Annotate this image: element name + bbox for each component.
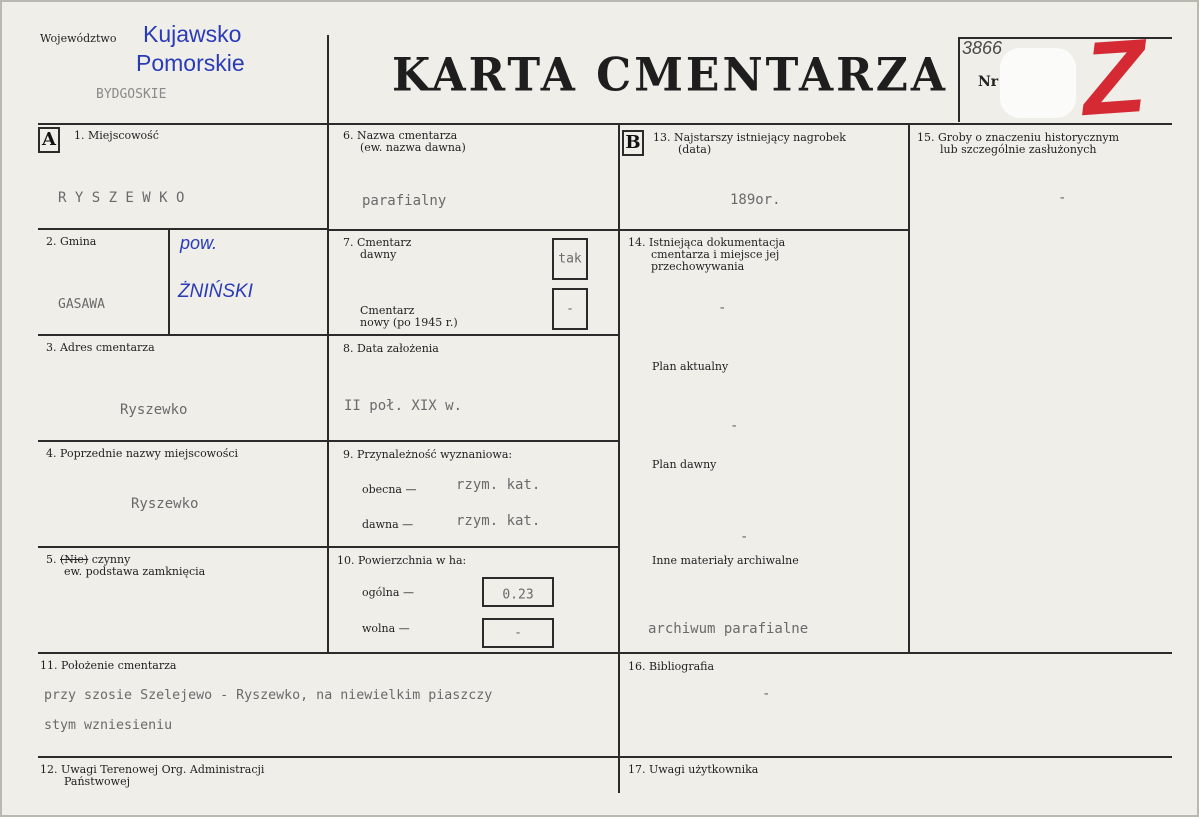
divider: [38, 440, 327, 442]
field-12-label-line1: 12. Uwagi Terenowej Org. Administracji: [40, 763, 265, 776]
field-1-label: 1. Miejscowość: [74, 129, 159, 142]
field-9-dawna-value: rzym. kat.: [456, 513, 541, 529]
field-2-value: GASAWA: [58, 297, 105, 312]
field-15-label-line1: 15. Groby o znaczeniu historycznym: [917, 131, 1120, 144]
field-3-label: 3. Adres cmentarza: [46, 341, 155, 354]
wojewodztwo-value-line2: Pomorskie: [136, 50, 245, 76]
field-9-dawna-label: dawna —: [362, 518, 414, 531]
divider: [908, 125, 910, 652]
old-region-value: BYDGOSKIE: [96, 87, 167, 102]
field-17-label: 17. Uwagi użytkownika: [628, 763, 759, 776]
inne-materialy-label: Inne materiały archiwalne: [652, 554, 799, 567]
field-2-pow-label: pow.: [180, 233, 218, 253]
field-10-wolna-box: [482, 618, 554, 648]
field-6-label-line2: (ew. nazwa dawna): [360, 141, 466, 154]
divider: [329, 229, 618, 231]
field-11-value-line2: stym wzniesieniu: [44, 718, 173, 733]
field-10-wolna-value: -: [514, 625, 522, 641]
sticker-patch: [1000, 48, 1076, 118]
field-6-label-line1: 6. Nazwa cmentarza: [343, 129, 458, 142]
field-16-value: -: [762, 686, 771, 702]
divider: [38, 334, 327, 336]
divider: [958, 37, 960, 122]
field-7-nowy-label-line1: Cmentarz: [360, 304, 415, 317]
nr-label: Nr: [978, 74, 999, 90]
field-15-value: -: [1058, 190, 1067, 206]
field-5-struck-word: (Nie): [60, 553, 89, 566]
field-9-obecna-value: rzym. kat.: [456, 477, 541, 493]
divider: [327, 35, 329, 652]
field-14-label-line3: przechowywania: [651, 260, 745, 273]
field-7-nowy-label-line2: nowy (po 1945 r.): [360, 316, 458, 329]
plan-aktualny-value: -: [730, 418, 739, 434]
divider: [168, 229, 170, 334]
field-9-obecna-label: obecna —: [362, 483, 417, 496]
field-11-value-line1: przy szosie Szelejewo - Ryszewko, na niewielkim piaszczy: [44, 688, 493, 703]
field-11-label: 11. Położenie cmentarza: [40, 659, 177, 672]
field-4-label: 4. Poprzednie nazwy miejscowości: [46, 447, 239, 460]
field-8-label: 8. Data założenia: [343, 342, 439, 355]
field-10-ogolna-value: 0.23: [502, 587, 534, 603]
field-10-label: 10. Powierzchnia w ha:: [337, 554, 467, 567]
field-14-label-line2: cmentarza i miejsce jej: [651, 248, 780, 261]
divider: [329, 334, 618, 336]
plan-dawny-value: -: [740, 529, 749, 545]
divider: [38, 228, 327, 230]
field-15-label-line2: lub szczególnie zasłużonych: [940, 143, 1097, 156]
field-5-label-line1: czynny: [91, 553, 131, 566]
field-14-label-line1: 14. Istniejąca dokumentacja: [628, 236, 786, 249]
archive-mark-letter: Z: [1078, 17, 1150, 139]
field-5-number: 5.: [46, 553, 57, 566]
plan-dawny-label: Plan dawny: [652, 458, 717, 471]
divider: [329, 546, 618, 548]
field-4-value: Ryszewko: [131, 496, 199, 512]
divider: [38, 546, 327, 548]
field-13-label-line2: (data): [678, 143, 712, 156]
divider: [38, 756, 1172, 758]
field-1-value: R Y S Z E W K O: [58, 190, 185, 206]
field-10-ogolna-label: ogólna —: [362, 586, 414, 599]
divider: [38, 123, 1172, 125]
field-3-value: Ryszewko: [120, 402, 188, 418]
field-9-label: 9. Przynależność wyznaniowa:: [343, 448, 513, 461]
plan-aktualny-label: Plan aktualny: [652, 360, 729, 373]
field-7-label-line2: dawny: [360, 248, 397, 261]
field-7-label-line1: 7. Cmentarz: [343, 236, 412, 249]
divider: [620, 229, 908, 231]
field-16-label: 16. Bibliografia: [628, 660, 715, 673]
divider: [618, 125, 620, 793]
field-2-pow-value: ŻNIŃSKI: [178, 281, 253, 302]
field-7-nowy-value: -: [566, 301, 574, 317]
field-6-value: parafialny: [362, 193, 447, 209]
inne-materialy-value: archiwum parafialne: [648, 621, 809, 637]
field-7-dawny-value: tak: [558, 251, 582, 267]
wojewodztwo-label: Województwo: [40, 32, 117, 45]
section-b-marker: B: [622, 130, 644, 156]
field-7-dawny-box: [552, 238, 588, 280]
ref-number: 3866: [962, 38, 1003, 58]
divider: [329, 440, 618, 442]
field-10-ogolna-box: [482, 577, 554, 607]
field-10-wolna-label: wolna —: [362, 622, 410, 635]
field-2-label: 2. Gmina: [46, 235, 97, 248]
field-14-value: -: [718, 300, 727, 316]
divider: [38, 652, 1172, 654]
field-13-value: 189or.: [730, 192, 781, 208]
field-13-label-line1: 13. Najstarszy istniejący nagrobek: [653, 131, 846, 144]
field-12-label-line2: Państwowej: [64, 775, 130, 788]
page-title: KARTA CMENTARZA: [392, 48, 948, 103]
section-a-marker: A: [38, 127, 60, 153]
field-7-nowy-box: [552, 288, 588, 330]
wojewodztwo-value-line1: Kujawsko: [143, 21, 242, 47]
field-5-label-line2: ew. podstawa zamknięcia: [64, 565, 206, 578]
field-8-value: II poł. XIX w.: [344, 398, 463, 414]
